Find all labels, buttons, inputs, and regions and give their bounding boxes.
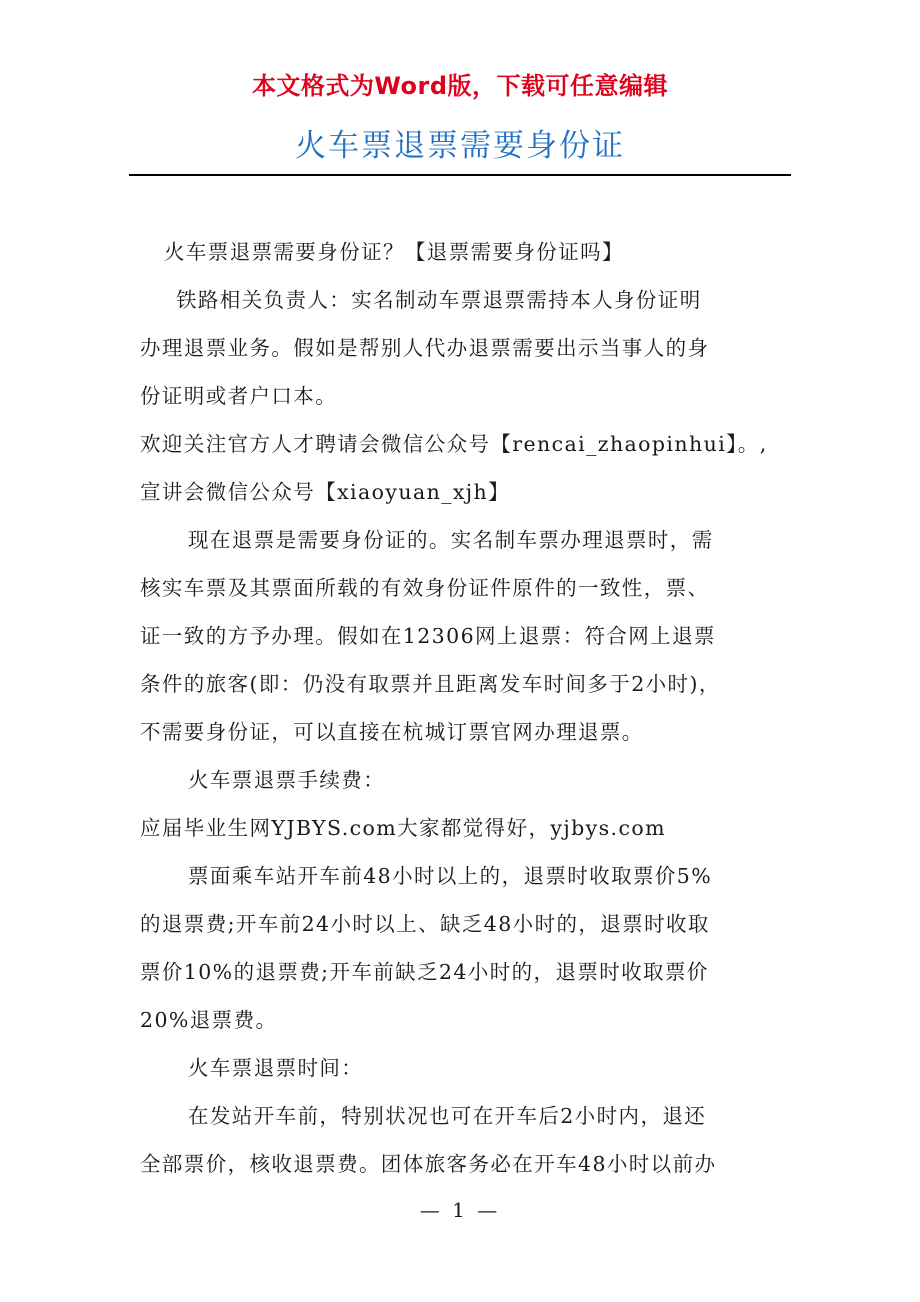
paragraph-id-required-cont: 核实车票及其票面所载的有效身份证件原件的一致性，票、 — [140, 576, 710, 600]
paragraph-fee-rules-cont: 20%退票费。 — [140, 1008, 278, 1032]
paragraph-question: 火车票退票需要身份证？【退票需要身份证吗】 — [164, 240, 624, 264]
paragraph-fee-rules: 票面乘车站开车前48小时以上的，退票时收取票价5% — [188, 864, 713, 888]
paragraph-id-required-cont: 条件的旅客(即：仍没有取票并且距离发车时间多于2小时)， — [140, 672, 721, 696]
paragraph-id-required-cont: 证一致的方予办理。假如在12306网上退票：符合网上退票 — [140, 624, 716, 648]
paragraph-fee-rules-cont: 的退票费;开车前24小时以上、缺乏48小时的，退票时收取 — [140, 912, 710, 936]
title-divider — [129, 174, 791, 176]
paragraph-site-promo: 应届毕业生网YJBYS.com大家都觉得好，yjbys.com — [140, 816, 666, 840]
paragraph-refund-time-cont: 全部票价，核收退票费。团体旅客务必在开车48小时以前办 — [140, 1152, 717, 1176]
heading-refund-time: 火车票退票时间： — [188, 1056, 364, 1080]
paragraph-wechat-promo: 欢迎关注官方人才聘请会微信公众号【rencai_zhaopinhui】。, — [140, 432, 768, 456]
paragraph-fee-rules-cont: 票价10%的退票费;开车前缺乏24小时的，退票时收取票价 — [140, 960, 709, 984]
paragraph-wechat-promo-cont: 宣讲会微信公众号【xiaoyuan_xjh】 — [140, 480, 511, 504]
download-notice: 本文格式为Word版，下载可任意编辑 — [251, 72, 669, 100]
paragraph-id-required: 现在退票是需要身份证的。实名制车票办理退票时，需 — [188, 528, 714, 552]
paragraph-official-statement-cont: 办理退票业务。假如是帮别人代办退票需要出示当事人的身 — [140, 336, 710, 360]
heading-refund-fee: 火车票退票手续费： — [188, 768, 386, 792]
document-body — [140, 232, 800, 1192]
paragraph-refund-time: 在发站开车前，特别状况也可在开车后2小时内，退还 — [188, 1104, 707, 1128]
paragraph-id-required-cont: 不需要身份证，可以直接在杭城订票官网办理退票。 — [140, 720, 644, 744]
document-title: 火车票退票需要身份证 — [295, 128, 625, 164]
paragraph-official-statement-cont: 份证明或者户口本。 — [140, 384, 338, 408]
paragraph-official-statement: 铁路相关负责人：实名制动车票退票需持本人身份证明 — [176, 288, 702, 312]
page-number: — 1 — — [419, 1198, 501, 1222]
